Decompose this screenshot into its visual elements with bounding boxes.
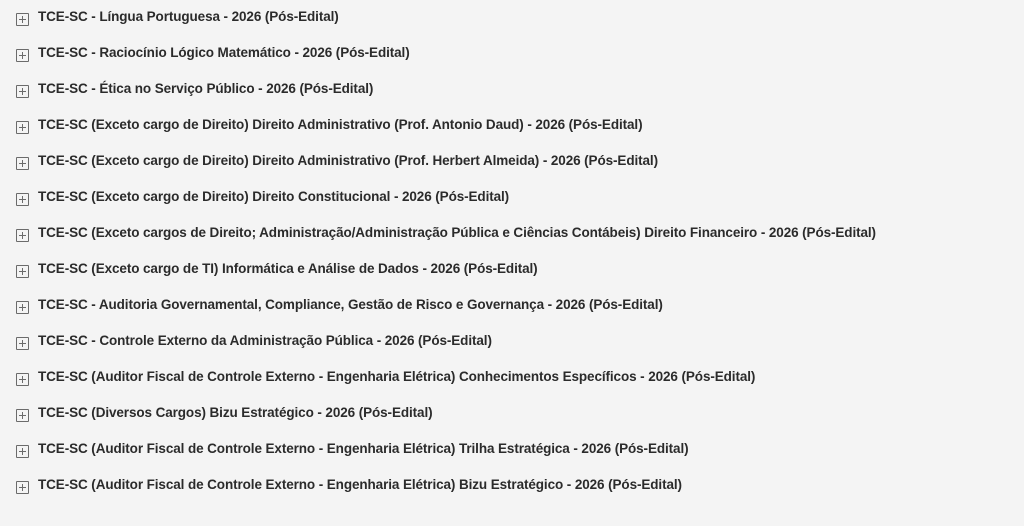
expand-toggle[interactable]: [16, 0, 38, 26]
course-title[interactable]: TCE-SC - Auditoria Governamental, Compliance, Gestão de Risco e Governança - 2026 (Pós-Edital): [38, 297, 663, 312]
course-list-item[interactable]: [0, 288, 1024, 324]
course-title[interactable]: TCE-SC (Auditor Fiscal de Controle Externo - Engenharia Elétrica) Trilha Estratégica - 2026 (Pós-Edital): [38, 441, 689, 456]
expand-toggle[interactable]: [16, 360, 38, 386]
expand-plus-icon[interactable]: [16, 13, 29, 26]
course-list-item[interactable]: [0, 360, 1024, 396]
expand-plus-icon[interactable]: [16, 157, 29, 170]
expand-plus-icon[interactable]: [16, 85, 29, 98]
expand-toggle[interactable]: [16, 396, 38, 422]
course-list-item[interactable]: [0, 108, 1024, 144]
expand-plus-icon[interactable]: [16, 121, 29, 134]
course-title[interactable]: TCE-SC (Exceto cargo de TI) Informática e Análise de Dados - 2026 (Pós-Edital): [38, 261, 538, 276]
expand-toggle[interactable]: [16, 432, 38, 458]
course-title[interactable]: TCE-SC (Diversos Cargos) Bizu Estratégico - 2026 (Pós-Edital): [38, 405, 433, 420]
expand-plus-icon[interactable]: [16, 373, 29, 386]
course-list-item[interactable]: [0, 144, 1024, 180]
course-list-item[interactable]: [0, 0, 1024, 36]
expand-toggle[interactable]: [16, 180, 38, 206]
course-list-item[interactable]: [0, 324, 1024, 360]
expand-toggle[interactable]: [16, 324, 38, 350]
expand-toggle[interactable]: [16, 36, 38, 62]
course-title[interactable]: TCE-SC (Exceto cargo de Direito) Direito Constitucional - 2026 (Pós-Edital): [38, 189, 510, 204]
expand-toggle[interactable]: [16, 468, 38, 494]
course-title[interactable]: TCE-SC (Exceto cargo de Direito) Direito Administrativo (Prof. Herbert Almeida) - 2026 (Pós-Edital): [38, 153, 658, 168]
expand-plus-icon[interactable]: [16, 49, 29, 62]
course-list-item[interactable]: [0, 252, 1024, 288]
course-list-item[interactable]: [0, 180, 1024, 216]
expand-plus-icon[interactable]: [16, 481, 29, 494]
expand-toggle[interactable]: [16, 144, 38, 170]
course-list-item[interactable]: [0, 432, 1024, 468]
expand-plus-icon[interactable]: [16, 301, 29, 314]
course-title[interactable]: TCE-SC (Auditor Fiscal de Controle Externo - Engenharia Elétrica) Conhecimentos Específicos - 2026 (Pós-Edital): [38, 369, 756, 384]
course-list-item[interactable]: [0, 72, 1024, 108]
expand-toggle[interactable]: [16, 108, 38, 134]
expand-toggle[interactable]: [16, 72, 38, 98]
course-list-item[interactable]: [0, 468, 1024, 504]
course-title[interactable]: TCE-SC - Ética no Serviço Público - 2026 (Pós-Edital): [38, 81, 374, 96]
expand-toggle[interactable]: [16, 216, 38, 242]
expand-plus-icon[interactable]: [16, 337, 29, 350]
course-title[interactable]: TCE-SC (Exceto cargo de Direito) Direito Administrativo (Prof. Antonio Daud) - 2026 (Pós-Edital): [38, 117, 643, 132]
expand-plus-icon[interactable]: [16, 409, 29, 422]
expand-plus-icon[interactable]: [16, 265, 29, 278]
course-list-item[interactable]: [0, 216, 1024, 252]
expand-plus-icon[interactable]: [16, 229, 29, 242]
course-list-item[interactable]: [0, 396, 1024, 432]
course-title[interactable]: TCE-SC - Raciocínio Lógico Matemático - 2026 (Pós-Edital): [38, 45, 410, 60]
course-title[interactable]: TCE-SC (Exceto cargos de Direito; Administração/Administração Pública e Ciências Contábeis) Direito Financeiro - 2026 (Pós-Edital): [38, 225, 876, 240]
expand-plus-icon[interactable]: [16, 445, 29, 458]
expand-toggle[interactable]: [16, 252, 38, 278]
course-title[interactable]: TCE-SC - Controle Externo da Administração Pública - 2026 (Pós-Edital): [38, 333, 492, 348]
expand-plus-icon[interactable]: [16, 193, 29, 206]
course-list-item[interactable]: [0, 36, 1024, 72]
course-title[interactable]: TCE-SC - Língua Portuguesa - 2026 (Pós-Edital): [38, 9, 339, 24]
expand-toggle[interactable]: [16, 288, 38, 314]
course-title[interactable]: TCE-SC (Auditor Fiscal de Controle Externo - Engenharia Elétrica) Bizu Estratégico - 2026 (Pós-Edital): [38, 477, 682, 492]
